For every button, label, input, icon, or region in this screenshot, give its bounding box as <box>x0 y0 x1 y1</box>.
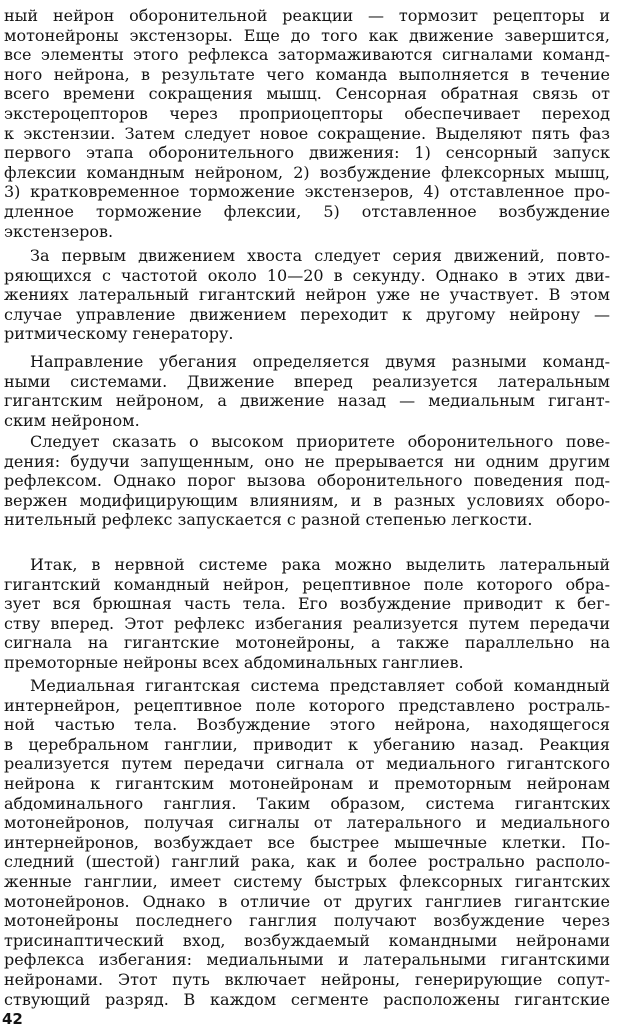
text-line: следний (шестой) ганглий рака, как и более рострально располо- <box>4 852 610 872</box>
text-line: ским нейроном. <box>4 410 140 430</box>
text-line: экстероцепторов через проприоцепторы обеспечивает переход <box>4 103 610 123</box>
text-line: дленное торможение флексии, 5) отставленное возбуждение <box>4 201 610 221</box>
text-line: жениях латеральный гигантский нейрон уже не участвует. В этом <box>4 285 610 305</box>
text-line: Следует сказать о высоком приоритете оборонительного пове- <box>30 432 610 451</box>
paragraph <box>4 6 610 241</box>
text-line: все элементы этого рефлекса затормаживаются сигналами команд- <box>4 45 610 65</box>
text-line: мотонейроны экстензоры. Еще до того как движение завершится, <box>4 25 610 45</box>
paragraph <box>4 432 610 530</box>
text-line: вержен модифицирующим влияниям, и в разных условиях оборо- <box>4 490 610 510</box>
text-line: Итак, в нервной системе рака можно выделить латеральный <box>30 555 610 574</box>
text-line: ряющихся с частотой около 10—20 в секунду. Однако в этих дви- <box>4 265 610 285</box>
text-line: женные ганглии, имеет систему быстрых флексорных гигантских <box>4 871 610 891</box>
text-line: Медиальная гигантская система представляет собой командный <box>30 676 610 695</box>
text-line: ными системами. Движение вперед реализуется латеральным <box>4 371 610 391</box>
text-line: мотонейроны последнего ганглия получают возбуждение через <box>4 911 610 931</box>
text-line: 3) кратковременное торможение экстензеров, 4) отставленное про- <box>4 182 610 202</box>
paragraph <box>4 246 610 344</box>
text-line: абдоминального ганглия. Таким образом, система гигантских <box>4 793 610 813</box>
text-line: нейронами. Этот путь включает нейроны, генерирующие сопут- <box>4 969 610 989</box>
text-line: ного нейрона, в результате чего команда выполняется в течение <box>4 64 610 84</box>
text-line: ритмическому генератору. <box>4 324 234 344</box>
text-line: первого этапа оборонительного движения: 1) сенсорный запуск <box>4 143 610 163</box>
text-line: интернейронов, возбуждает все быстрее мышечные клетки. По- <box>4 832 610 852</box>
text-line: гигантский командный нейрон, рецептивное поле которого обра- <box>4 574 610 594</box>
text-line: ству вперед. Этот рефлекс избегания реализуется путем передачи <box>4 613 610 633</box>
text-line: За первым движением хвоста следует серия движений, повто- <box>30 246 610 265</box>
text-line: нейрона к гигантским мотонейронам и премоторным нейронам <box>4 773 610 793</box>
page-number: 42 <box>2 1010 23 1028</box>
text-line: ной частью тела. Возбуждение этого нейрона, находящегося <box>4 715 610 735</box>
paragraph <box>4 676 610 1009</box>
text-line: трисинаптический вход, возбуждаемый командными нейронами <box>4 930 610 950</box>
text-line: гигантским нейроном, а движение назад — медиальным гигант- <box>4 391 610 411</box>
text-line: премоторные нейроны всех абдоминальных ганглиев. <box>4 652 464 672</box>
text-line: интернейрон, рецептивное поле которого представлено ростраль- <box>4 695 610 715</box>
text-line: зует вся брюшная часть тела. Его возбуждение приводит к бег- <box>4 594 610 614</box>
text-line: сигнала на гигантские мотонейроны, а также параллельно на <box>4 633 610 653</box>
paragraph <box>4 352 610 430</box>
paragraph <box>4 555 610 673</box>
text-line: ствующий разряд. В каждом сегменте расположены гигантские <box>4 989 610 1009</box>
text-line: мотонейронов, получая сигналы от латерального и медиального <box>4 813 610 833</box>
text-line: дения: будучи запущенным, оно не прерывается ни одним другим <box>4 451 610 471</box>
text-line: всего времени сокращения мышц. Сенсорная обратная связь от <box>4 84 610 104</box>
text-line: нительный рефлекс запускается с разной степенью легкости. <box>4 510 533 530</box>
text-line: реализуется путем передачи сигнала от медиального гигантского <box>4 754 610 774</box>
text-line: ный нейрон оборонительной реакции — тормозит рецепторы и <box>4 6 610 25</box>
text-line: Направление убегания определяется двумя разными команд- <box>30 352 610 371</box>
text-line: рефлекса избегания: медиальными и латеральными гигантскими <box>4 950 610 970</box>
text-line: флексии командным нейроном, 2) возбуждение флексорных мышц, <box>4 162 610 182</box>
text-line: к экстензии. Затем следует новое сокращение. Выделяют пять фаз <box>4 123 610 143</box>
text-line: случае управление движением переходит к другому нейрону — <box>4 304 610 324</box>
text-line: мотонейронов. Однако в отличие от других ганглиев гигантские <box>4 891 610 911</box>
text-line: рефлексом. Однако порог вызова оборонительного поведения под- <box>4 471 610 491</box>
text-line: в церебральном ганглии, приводит к убеганию назад. Реакция <box>4 734 610 754</box>
text-line: экстензеров. <box>4 221 114 241</box>
